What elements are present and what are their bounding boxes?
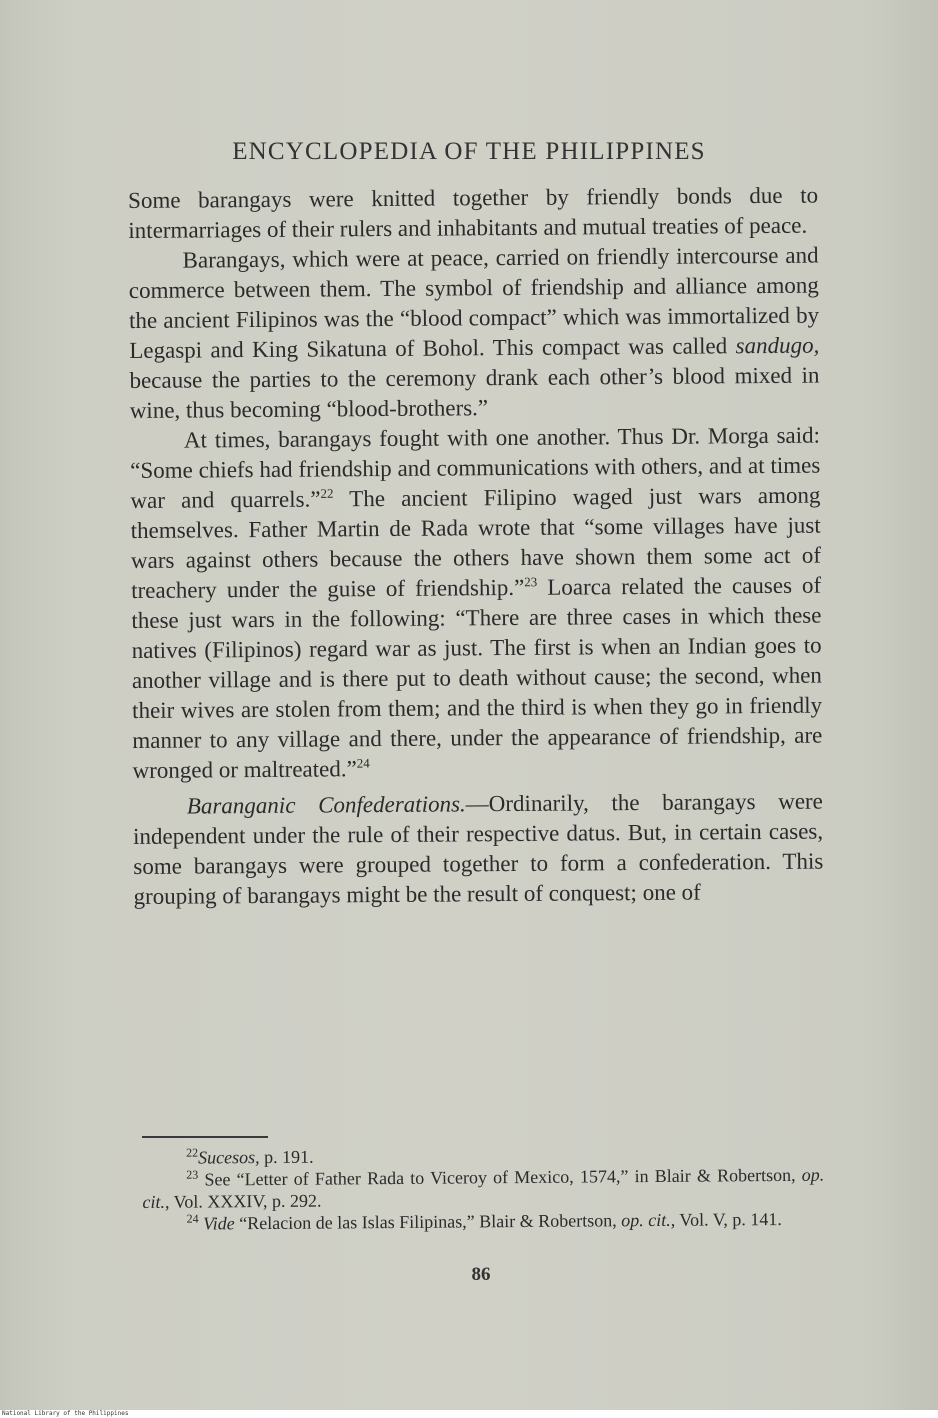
footnote-text: Vol. XXXIV, p. 292. bbox=[169, 1190, 322, 1212]
paragraph-3-text-c: Loarca related the causes of these just wars in the following: “There are three cases in which these natives (Filipinos) regard war as just. The first is when an Indian goes to another village and is there put to death without cause; the second, when their wives are stolen from them; and the third is when they go in friendly manner to any village and there, under the appearance of friendship, are wronged or maltreated.” bbox=[131, 572, 823, 783]
footnote-italic: Vide bbox=[203, 1213, 235, 1234]
running-header: ENCYCLOPEDIA OF THE PHILIPPINES bbox=[232, 138, 706, 165]
body-text bbox=[128, 181, 824, 912]
paragraph-3-text-b: The ancient Filipino waged just wars among themselves. Father Martin de Rada wrote that “some villages have just wars against others because the others have shown them some act of treachery under the guise of friendship.” bbox=[130, 482, 822, 603]
footnote-italic: Sucesos, bbox=[198, 1147, 260, 1168]
paragraph-1 bbox=[128, 181, 818, 246]
footnote-divider bbox=[142, 1136, 268, 1138]
footnote-text: p. 191. bbox=[259, 1146, 314, 1168]
paragraph-4-text: —Ordinarily, the barangays were independent under the rule of their respective datus. But, in certain cases, some barangays were grouped together to form a confederation. This grouping of barangays might be the result of conquest; one of bbox=[133, 788, 824, 909]
paragraph-2-text-b: because the parties to the ceremony drank each other’s blood mixed in wine, thus becoming “blood-brothers.” bbox=[129, 362, 820, 423]
footnotes bbox=[142, 1142, 825, 1235]
footnote-ref-23: 23 bbox=[524, 574, 538, 590]
footnote-text: Vol. V, p. 141. bbox=[675, 1208, 782, 1230]
footnote-number: 22 bbox=[185, 1145, 199, 1160]
footnote-italic: op. cit., bbox=[142, 1164, 825, 1212]
footnote-number: 23 bbox=[186, 1167, 199, 1182]
footnote-ref-24: 24 bbox=[356, 755, 370, 771]
footnote-italic: op. cit., bbox=[621, 1209, 676, 1231]
footnote-number: 24 bbox=[186, 1211, 199, 1226]
paragraph-3-text-a: At times, barangays fought with one another. Thus Dr. Morga said: “Some chiefs had friendship and communications with others, and at times war and quarrels.” bbox=[130, 422, 821, 513]
footnote-24 bbox=[143, 1208, 825, 1235]
paragraph-2-text-a: Barangays, which were at peace, carried on friendly intercourse and commerce between them. The symbol of friendship and alliance among the ancient Filipinos was the “blood compact” which was immortalized by Legaspi and King Sikatuna of Bohol. This compact was called bbox=[128, 242, 820, 363]
footnote-text: “Relacion de las Islas Filipinas,” Blair & Robertson, bbox=[234, 1210, 622, 1234]
footnote-ref-22: 22 bbox=[320, 485, 334, 501]
section-heading-confederations: Baranganic Confederations. bbox=[186, 791, 466, 819]
paragraph-3 bbox=[130, 421, 823, 786]
page-number: 86 bbox=[471, 1264, 491, 1285]
paragraph-4 bbox=[133, 787, 824, 912]
library-credit: National Library of the Philippines bbox=[0, 1410, 938, 1418]
paragraph-2 bbox=[128, 241, 819, 426]
footnote-text: See “Letter of Father Rada to Viceroy of Mexico, 1574,” in Blair & Robertson, bbox=[204, 1164, 802, 1190]
paragraph-1-text: Some barangays were knitted together by friendly bonds due to intermarriages of their rulers and inhabitants and mutual treaties of peace. bbox=[128, 182, 819, 243]
sandugo-term: sandugo, bbox=[735, 332, 820, 359]
footnote-23 bbox=[142, 1164, 824, 1213]
